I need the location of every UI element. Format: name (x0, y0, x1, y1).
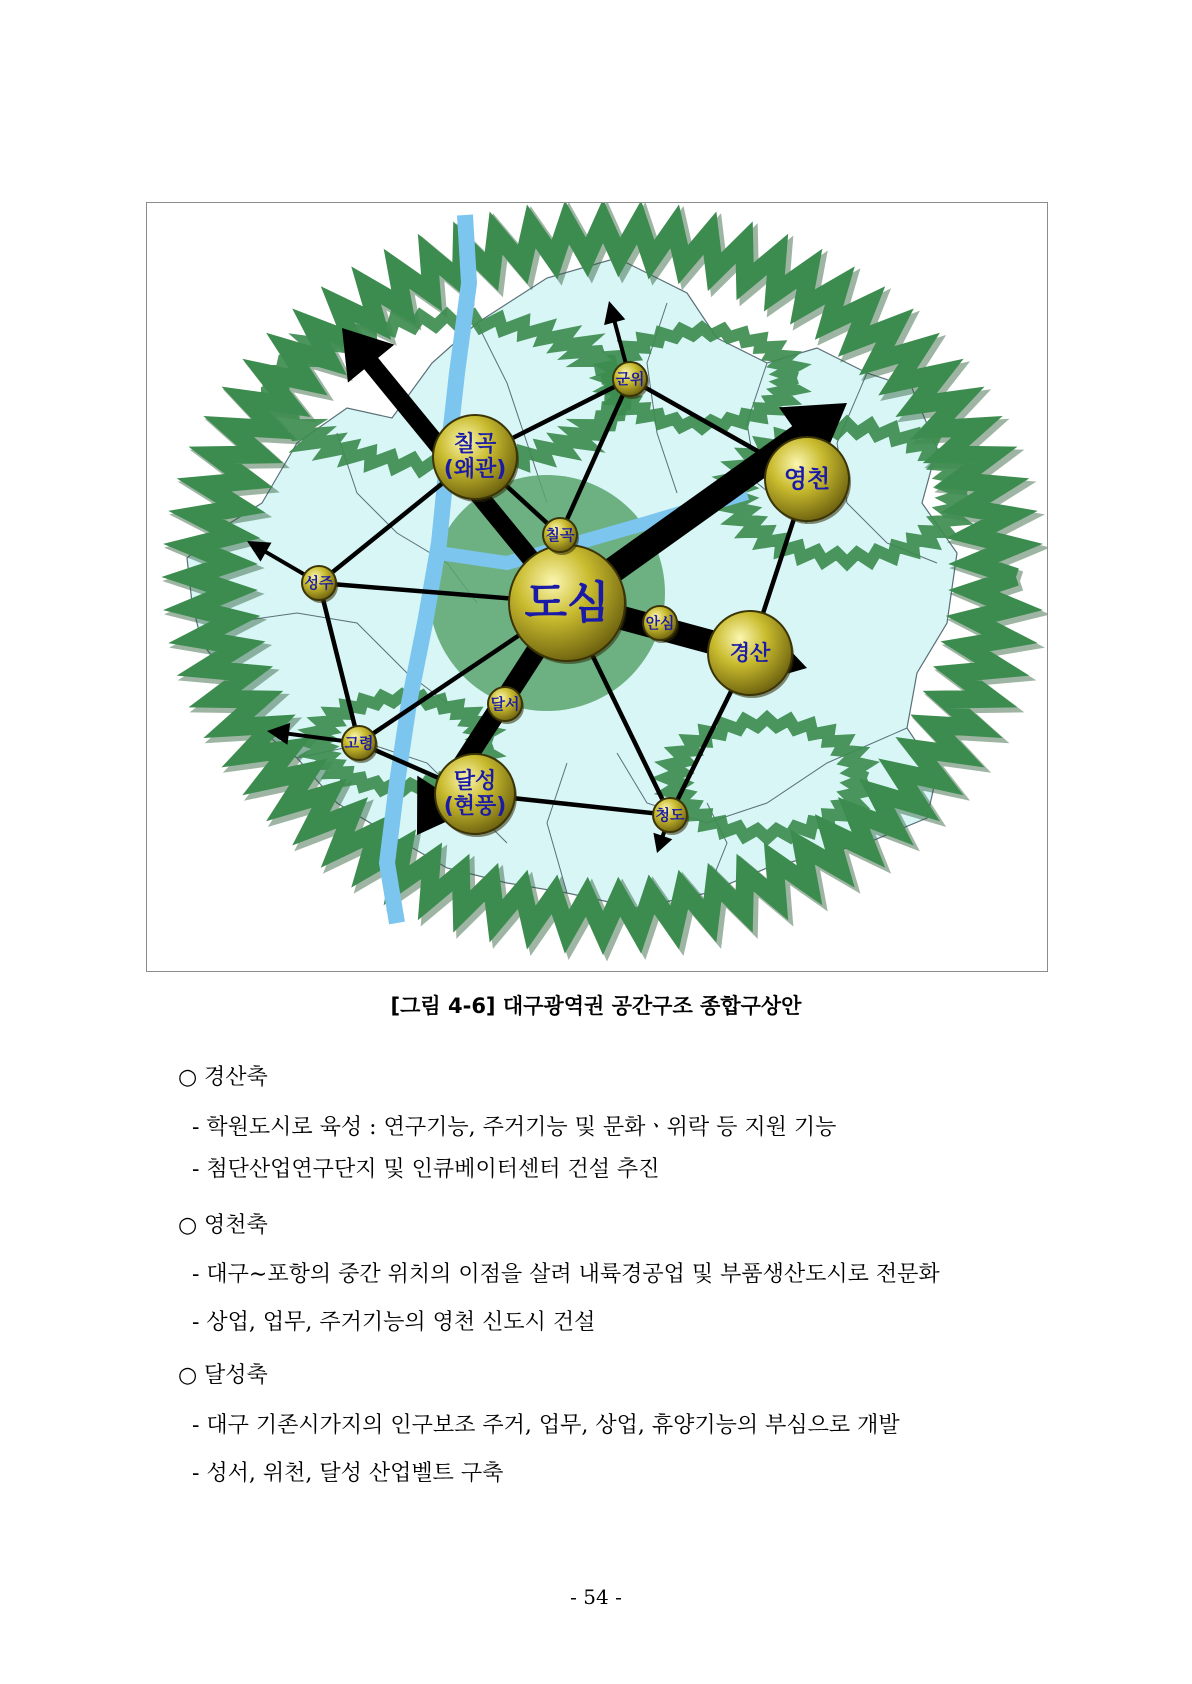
section-heading-gyeongsan (178, 1060, 268, 1091)
node-label: (현풍) (443, 793, 507, 819)
section-title: 경산축 (204, 1065, 268, 1090)
circle-marker: ○ (178, 1363, 198, 1388)
circle-marker: ○ (178, 1213, 198, 1238)
section-heading-dalseong (178, 1358, 268, 1389)
section-heading-yeongcheon (178, 1208, 268, 1239)
page-number: - 54 - (570, 1585, 622, 1609)
bullet-item: - 학원도시로 육성 : 연구기능, 주거기능 및 문화ㆍ위락 등 지원 기능 (192, 1115, 837, 1140)
node-label: 달성 (453, 769, 497, 795)
circle-marker: ○ (178, 1065, 198, 1090)
section-title: 영천축 (204, 1213, 268, 1238)
bullet-item: - 대구 기존시가지의 인구보조 주거, 업무, 상업, 휴양기능의 부심으로 개발 (192, 1413, 900, 1438)
node-label: 칠곡 (453, 432, 497, 458)
node-label: 달서 (490, 695, 520, 713)
node-label: 칠곡 (545, 526, 575, 544)
node-label: 성주 (304, 574, 334, 592)
node-label: 고령 (344, 734, 374, 752)
node-label: 도심 (524, 577, 610, 629)
bullet-item: - 첨단산업연구단지 및 인큐베이터센터 건설 추진 (192, 1157, 660, 1182)
node-label: (왜관) (443, 456, 507, 482)
node-label: 경산 (729, 641, 771, 665)
figure-caption: [그림 4-6] 대구광역권 공간구조 종합구상안 (390, 994, 802, 1018)
bullet-item: - 대구∼포항의 중간 위치의 이점을 살려 내륙경공업 및 부품생산도시로 전문화 (192, 1262, 940, 1287)
node-label: 청도 (655, 806, 685, 824)
node-label: 안심 (645, 614, 675, 632)
bullet-item: - 성서, 위천, 달성 산업벨트 구축 (192, 1461, 504, 1486)
node-label: 군위 (615, 370, 645, 388)
node-label: 영천 (783, 465, 831, 493)
figure-frame (146, 202, 1048, 972)
section-title: 달성축 (204, 1363, 268, 1388)
spatial-structure-diagram (147, 203, 1047, 971)
bullet-item: - 상업, 업무, 주거기능의 영천 신도시 건설 (192, 1310, 596, 1335)
